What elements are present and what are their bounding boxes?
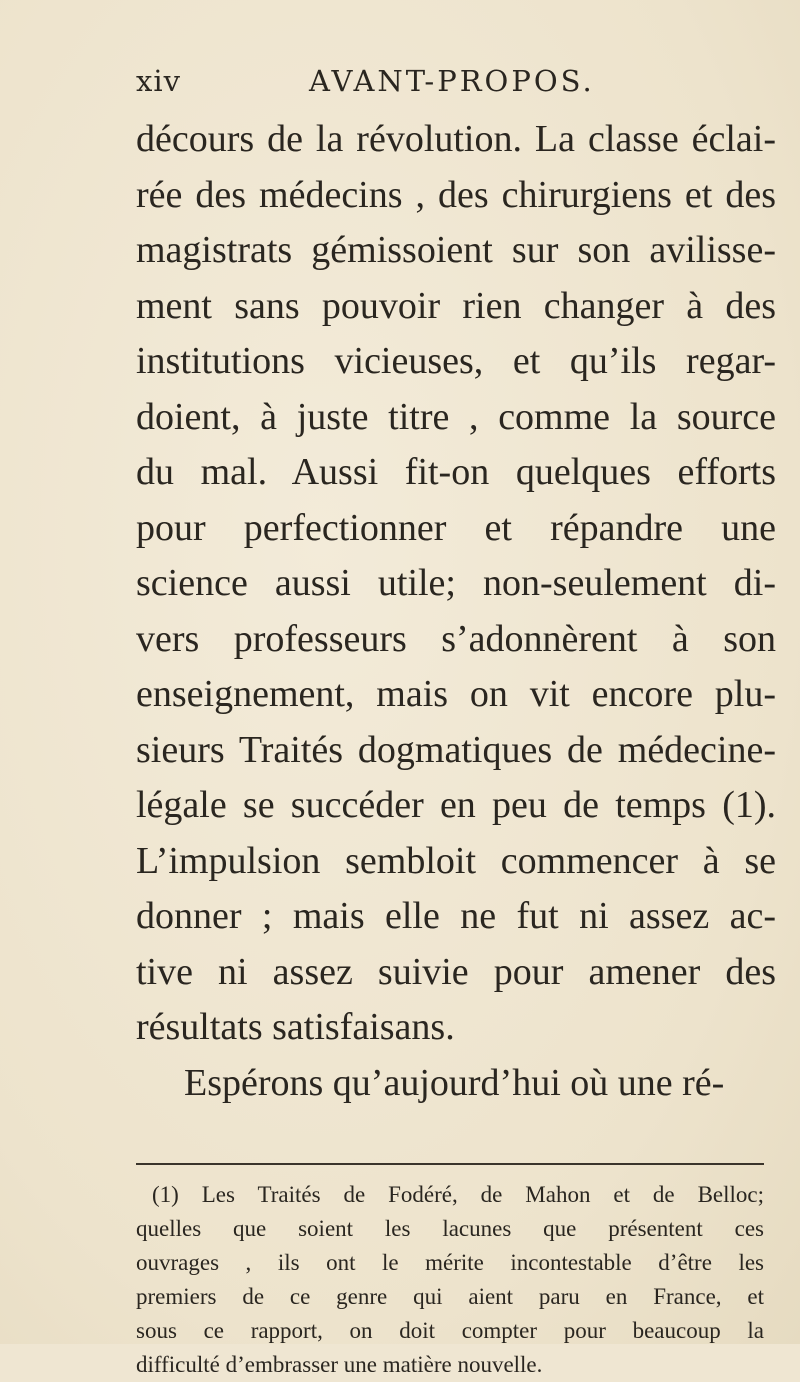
- main-text: [136, 112, 776, 1111]
- footnote-line: sous ce rapport, on doit compter pour beaucoup la: [136, 1318, 764, 1343]
- text-line: du mal. Aussi fit-on quelques efforts: [136, 451, 776, 493]
- text-line: résultats satisfaisans.: [136, 1006, 455, 1048]
- text-line: magistrats gémissoient sur son avilisse-: [136, 229, 776, 271]
- text-line: institutions vicieuses, et qu’ils regar-: [136, 340, 776, 382]
- text-line: science aussi utile; non-seulement di-: [136, 562, 776, 604]
- text-line: donner ; mais elle ne fut ni assez ac-: [136, 895, 776, 937]
- running-head: [136, 64, 676, 104]
- text-line: L’impulsion sembloit commencer à se: [136, 839, 776, 882]
- footnote-line: (1) Les Traités de Fodéré, de Mahon et de Belloc;: [152, 1182, 764, 1207]
- page-number: xiv: [136, 64, 182, 98]
- text-line: Espérons qu’aujourd’hui où une ré-: [184, 1061, 725, 1104]
- footnote-line: premiers de ce genre qui aient paru en France, et: [136, 1284, 764, 1309]
- text-line: rée des médecins , des chirurgiens et des: [136, 173, 776, 216]
- footnote-rule: [136, 1163, 764, 1165]
- text-line: pour perfectionner et répandre une: [136, 506, 776, 549]
- text-line: vers professeurs s’adonnèrent à son: [136, 617, 776, 660]
- footnote-line: ouvrages , ils ont le mérite incontestable d’être les: [136, 1250, 764, 1275]
- text-line: tive ni assez suivie pour amener des: [136, 950, 776, 993]
- text-line: légale se succéder en peu de temps (1).: [136, 784, 776, 826]
- footnote-line: quelles que soient les lacunes que présentent ces: [136, 1216, 764, 1241]
- text-line: sieurs Traités dogmatiques de médecine-: [136, 728, 776, 771]
- text-line: doient, à juste titre , comme la source: [136, 395, 776, 438]
- text-line: décours de la révolution. La classe éclai-: [136, 118, 776, 160]
- text-line: enseignement, mais on vit encore plu-: [136, 673, 776, 715]
- running-title: AVANT-PROPOS.: [309, 64, 595, 98]
- footnote-line: difficulté d’embrasser une matière nouvelle.: [136, 1352, 543, 1377]
- text-line: ment sans pouvoir rien changer à des: [136, 284, 776, 327]
- footnote: [136, 1178, 764, 1382]
